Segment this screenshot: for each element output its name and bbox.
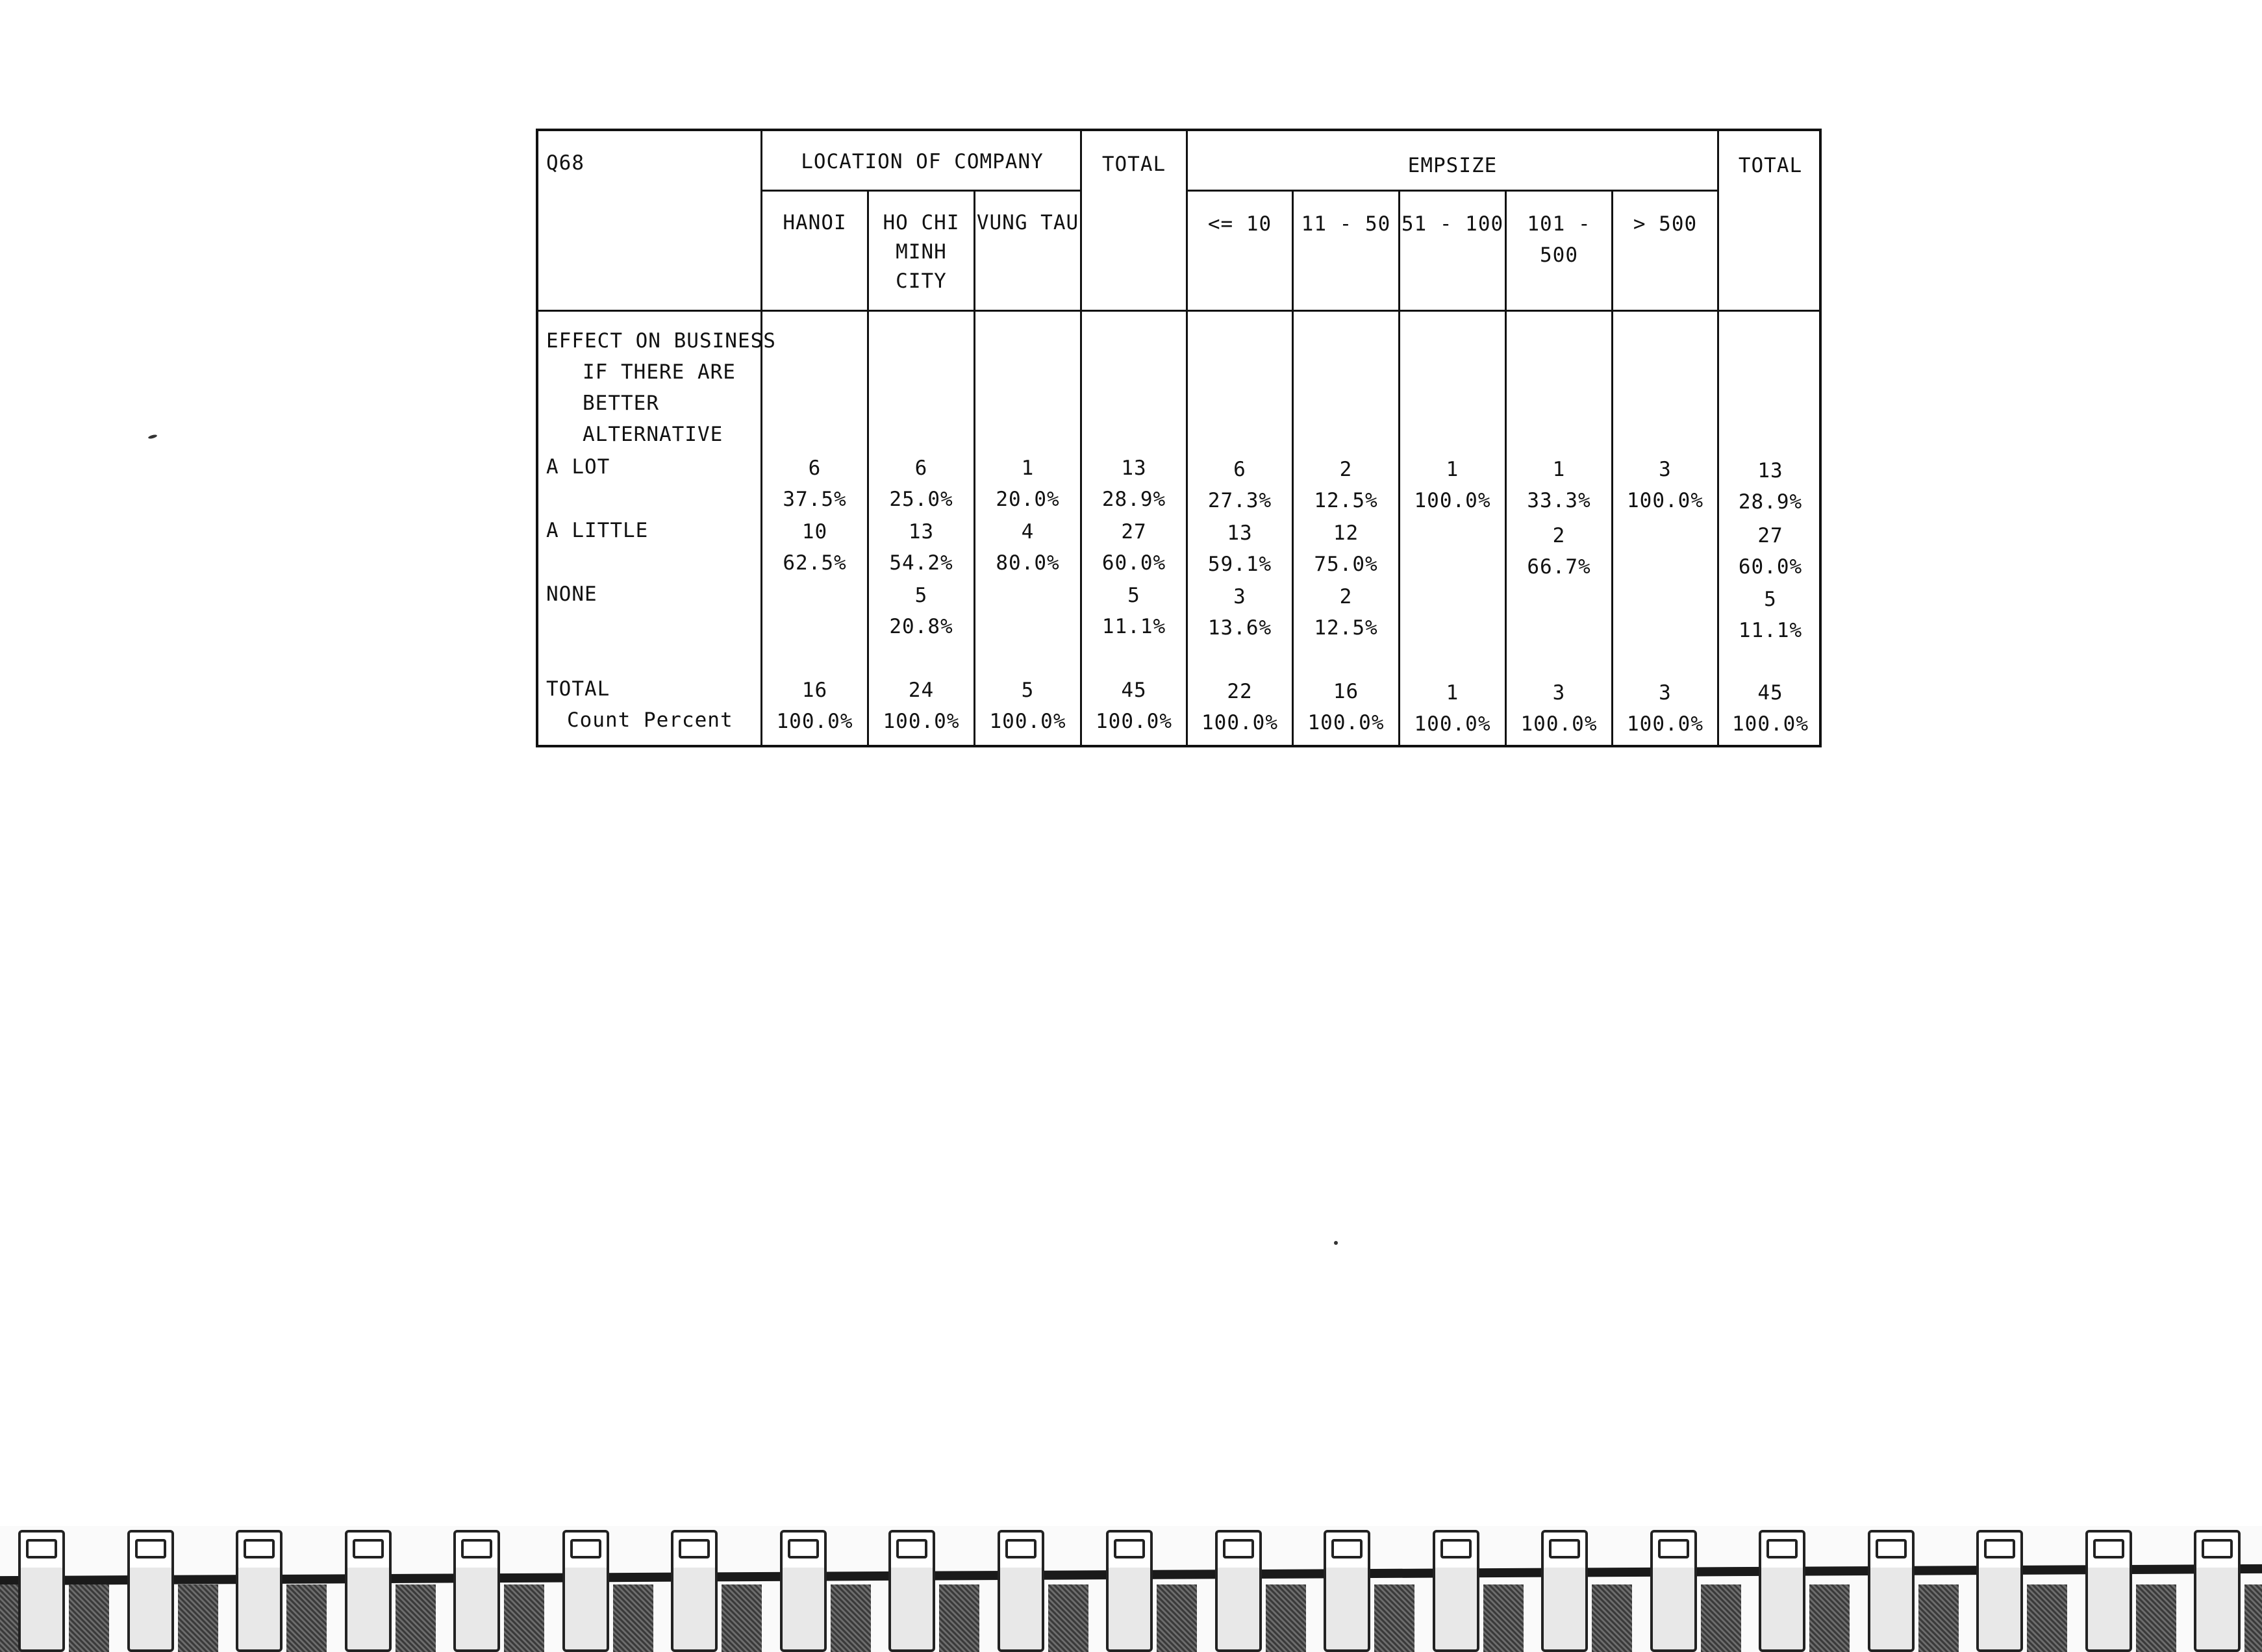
binding-shadow xyxy=(1592,1584,1632,1652)
table-cell: 22 xyxy=(1227,680,1253,703)
column-header-le10: <= 10 xyxy=(1207,212,1272,236)
grid-line xyxy=(1717,131,1719,747)
table-cell: 3 xyxy=(1659,458,1672,481)
table-cell: 60.0% xyxy=(1101,551,1166,575)
binding-ring xyxy=(18,1530,65,1652)
table-cell: 100.0% xyxy=(1414,712,1491,736)
column-header-hcmc-line2: MINH xyxy=(896,240,947,264)
table-cell: 37.5% xyxy=(783,488,847,511)
table-cell: 6 xyxy=(914,457,928,480)
table-cell: 100.0% xyxy=(776,710,853,733)
table-cell: 3 xyxy=(1659,681,1672,705)
column-header-hcmc-line3: CITY xyxy=(896,269,947,293)
column-header-hcmc-line1: HO CHI xyxy=(883,211,960,234)
binding-ring xyxy=(671,1530,718,1652)
binding-ring xyxy=(1650,1530,1697,1652)
table-cell: 28.9% xyxy=(1101,488,1166,511)
binding-shadow xyxy=(504,1584,544,1652)
binding-ring xyxy=(2194,1530,2241,1652)
spiral-binding xyxy=(0,1526,2262,1652)
binding-shadow xyxy=(1374,1584,1414,1652)
table-cell: 13 xyxy=(1757,459,1783,482)
binding-ring xyxy=(1106,1530,1153,1652)
table-cell: 27 xyxy=(1757,524,1783,547)
column-header-gt500: > 500 xyxy=(1633,212,1698,236)
row-header-line1: EFFECT ON BUSINESS xyxy=(546,329,776,353)
grid-line xyxy=(538,310,1822,312)
table-cell: 4 xyxy=(1021,520,1035,544)
binding-shadow xyxy=(2244,1584,2262,1652)
binding-ring xyxy=(236,1530,283,1652)
row-label-none: NONE xyxy=(546,582,597,606)
question-id: Q68 xyxy=(546,151,584,175)
binding-ring xyxy=(888,1530,935,1652)
grid-line xyxy=(1186,190,1719,192)
table-cell: 3 xyxy=(1552,681,1566,705)
binding-shadow xyxy=(613,1584,653,1652)
table-cell: 6 xyxy=(808,457,822,480)
binding-ring xyxy=(562,1530,609,1652)
column-header-51-100: 51 - 100 xyxy=(1401,212,1504,236)
table-cell: 80.0% xyxy=(996,551,1060,575)
total-header-empsize: TOTAL xyxy=(1738,154,1803,177)
binding-shadow xyxy=(286,1584,327,1652)
row-label-total: TOTAL xyxy=(546,677,610,701)
table-cell: 13 xyxy=(1227,521,1253,545)
binding-ring xyxy=(1759,1530,1805,1652)
table-cell: 12 xyxy=(1333,521,1359,545)
table-cell: 12.5% xyxy=(1314,489,1378,512)
table-cell: 5 xyxy=(1127,584,1140,607)
table-cell: 27 xyxy=(1121,520,1147,544)
table-cell: 100.0% xyxy=(1307,711,1385,734)
binding-ring xyxy=(345,1530,392,1652)
table-cell: 13 xyxy=(908,520,935,544)
table-cell: 2 xyxy=(1339,585,1353,608)
table-cell: 59.1% xyxy=(1207,553,1272,576)
table-cell: 1 xyxy=(1446,458,1459,481)
row-label-a-lot: A LOT xyxy=(546,455,610,479)
binding-ring xyxy=(2085,1530,2132,1652)
binding-ring xyxy=(127,1530,174,1652)
table-cell: 66.7% xyxy=(1527,555,1591,579)
scan-speck xyxy=(148,434,158,439)
binding-shadow xyxy=(2027,1584,2067,1652)
table-cell: 3 xyxy=(1233,585,1246,608)
scan-speck xyxy=(1334,1241,1338,1245)
table-cell: 20.8% xyxy=(889,615,953,638)
table-cell: 33.3% xyxy=(1527,489,1591,512)
table-cell: 5 xyxy=(1021,679,1035,702)
table-cell: 6 xyxy=(1233,458,1246,481)
table-cell: 1 xyxy=(1552,458,1566,481)
binding-shadow xyxy=(178,1584,218,1652)
binding-shadow xyxy=(2136,1584,2176,1652)
crosstab-table xyxy=(536,129,1822,747)
binding-ring xyxy=(1868,1530,1915,1652)
table-cell: 100.0% xyxy=(1732,712,1809,736)
binding-shadow xyxy=(1048,1584,1088,1652)
table-cell: 10 xyxy=(801,520,828,544)
table-cell: 75.0% xyxy=(1314,553,1378,576)
binding-shadow xyxy=(1157,1584,1197,1652)
table-cell: 100.0% xyxy=(1520,712,1598,736)
column-header-hanoi: HANOI xyxy=(783,211,847,234)
location-of-company-header: LOCATION OF COMPANY xyxy=(801,150,1044,173)
table-cell: 25.0% xyxy=(889,488,953,511)
binding-ring xyxy=(1324,1530,1370,1652)
table-cell: 27.3% xyxy=(1207,489,1272,512)
table-cell: 100.0% xyxy=(1201,711,1278,734)
table-cell: 1 xyxy=(1021,457,1035,480)
row-header-line2: IF THERE ARE xyxy=(583,360,736,384)
table-cell: 5 xyxy=(1764,588,1777,611)
table-cell: 2 xyxy=(1552,524,1566,547)
binding-shadow xyxy=(939,1584,979,1652)
table-cell: 54.2% xyxy=(889,551,953,575)
binding-ring xyxy=(998,1530,1044,1652)
binding-ring xyxy=(1976,1530,2023,1652)
binding-shadow xyxy=(1266,1584,1306,1652)
table-cell: 5 xyxy=(914,584,928,607)
column-header-101-500-line1: 101 - xyxy=(1527,212,1591,236)
table-cell: 100.0% xyxy=(1096,710,1172,733)
table-cell: 100.0% xyxy=(1627,489,1703,512)
binding-ring xyxy=(1541,1530,1588,1652)
grid-line xyxy=(1080,131,1082,747)
table-cell: 100.0% xyxy=(989,710,1066,733)
table-cell: 100.0% xyxy=(1414,489,1491,512)
row-header-line4: ALTERNATIVE xyxy=(583,423,723,446)
grid-line xyxy=(760,190,1082,192)
total-header: TOTAL xyxy=(1101,153,1166,176)
table-cell: 16 xyxy=(801,679,828,702)
table-cell: 16 xyxy=(1333,680,1359,703)
binding-shadow xyxy=(831,1584,871,1652)
row-header-line3: BETTER xyxy=(583,392,659,415)
table-cell: 13.6% xyxy=(1207,616,1272,640)
column-header-vungtau: VUNG TAU xyxy=(976,211,1079,234)
table-cell: 13 xyxy=(1121,457,1147,480)
table-cell: 28.9% xyxy=(1738,490,1803,514)
binding-ring xyxy=(1433,1530,1479,1652)
binding-shadow xyxy=(722,1584,762,1652)
row-label-count-percent: Count Percent xyxy=(567,708,733,732)
table-cell: 11.1% xyxy=(1738,619,1803,642)
table-cell: 24 xyxy=(908,679,935,702)
table-cell: 100.0% xyxy=(1627,712,1703,736)
table-cell: 20.0% xyxy=(996,488,1060,511)
binding-shadow xyxy=(1483,1584,1524,1652)
table-cell: 45 xyxy=(1121,679,1147,702)
table-cell: 12.5% xyxy=(1314,616,1378,640)
table-cell: 1 xyxy=(1446,681,1459,705)
column-header-101-500-line2: 500 xyxy=(1540,244,1578,267)
binding-ring xyxy=(453,1530,500,1652)
empsize-header: EMPSIZE xyxy=(1407,154,1498,177)
row-label-a-little: A LITTLE xyxy=(546,519,649,542)
table-cell: 11.1% xyxy=(1101,615,1166,638)
binding-shadow xyxy=(396,1584,436,1652)
binding-shadow xyxy=(1701,1584,1741,1652)
column-header-11-50: 11 - 50 xyxy=(1301,212,1391,236)
table-cell: 2 xyxy=(1339,458,1353,481)
binding-ring xyxy=(1215,1530,1262,1652)
binding-shadow xyxy=(1809,1584,1850,1652)
table-cell: 100.0% xyxy=(883,710,960,733)
binding-shadow xyxy=(69,1584,109,1652)
table-cell: 45 xyxy=(1757,681,1783,705)
binding-ring xyxy=(780,1530,827,1652)
table-cell: 60.0% xyxy=(1738,555,1803,579)
binding-shadow xyxy=(1918,1584,1959,1652)
table-cell: 62.5% xyxy=(783,551,847,575)
